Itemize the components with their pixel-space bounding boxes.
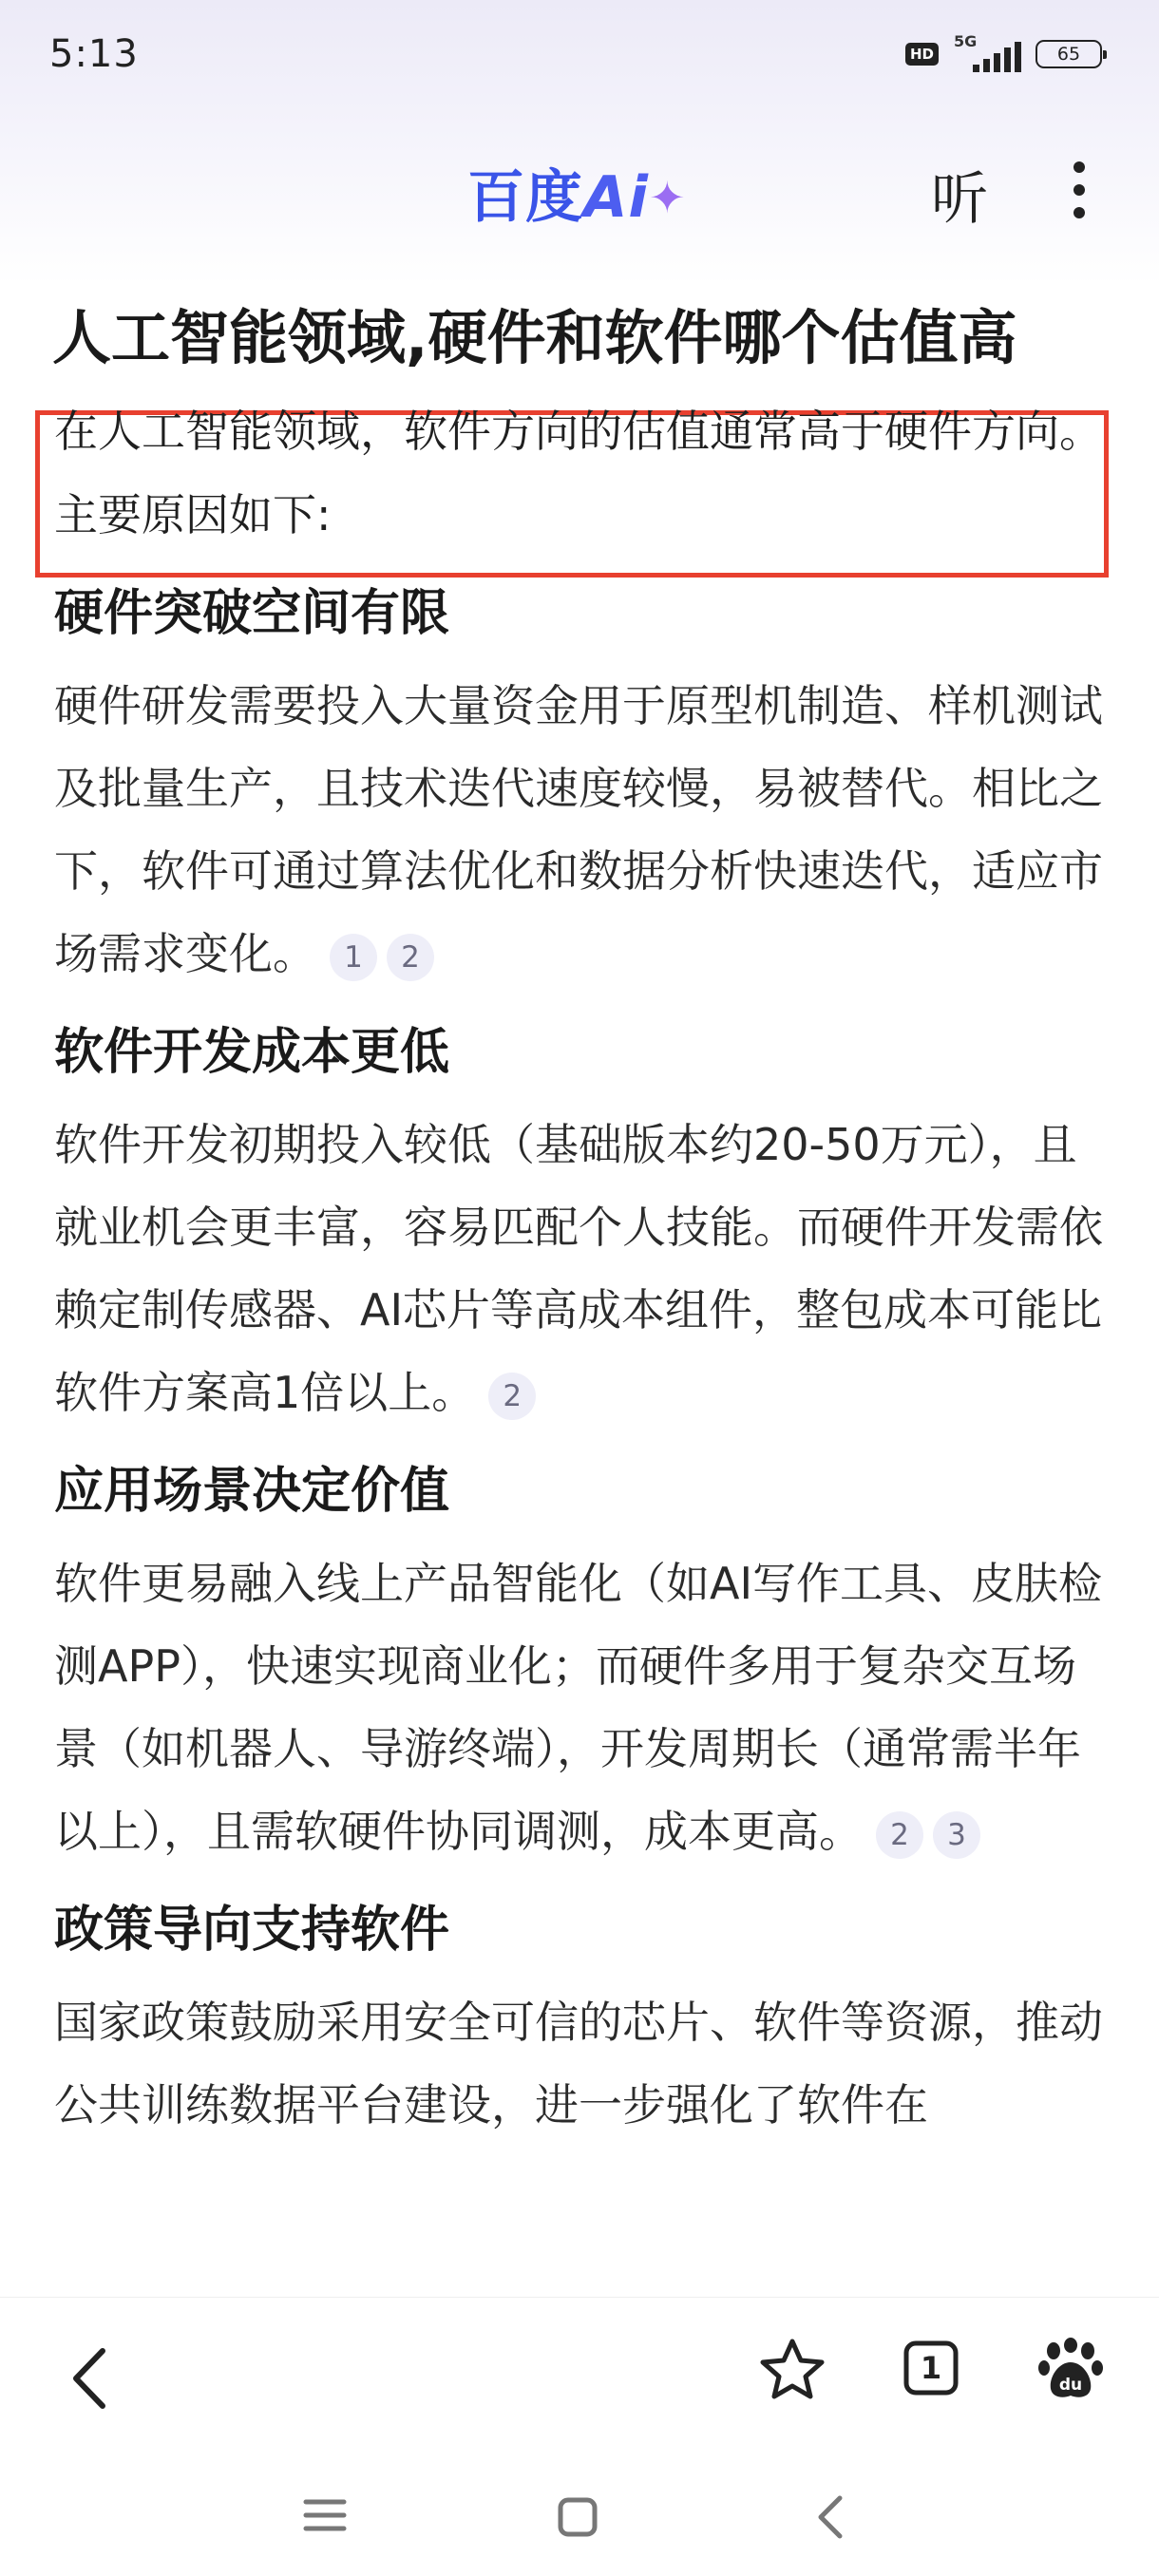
back-arrow-icon[interactable] bbox=[66, 2345, 114, 2412]
app-header bbox=[0, 142, 1159, 237]
baidu-paw-icon[interactable] bbox=[1037, 2338, 1104, 2402]
bottom-toolbar bbox=[0, 2297, 1159, 2450]
listen-button[interactable]: 听 bbox=[931, 166, 988, 233]
citation-badge[interactable]: 2 bbox=[488, 1373, 536, 1420]
section-body: 国家政策鼓励采用安全可信的芯片、软件等资源，推动公共训练数据平台建设，进一步强化了软件在 bbox=[54, 1997, 1103, 2131]
article-content bbox=[54, 294, 1109, 2147]
tab-count: 1 bbox=[920, 2350, 942, 2386]
tabs-icon[interactable] bbox=[902, 2339, 960, 2396]
section-heading: 硬件突破空间有限 bbox=[54, 585, 450, 642]
sparkle-icon: ✦ bbox=[649, 172, 687, 223]
more-options-icon[interactable] bbox=[1060, 156, 1098, 222]
citation-badge[interactable]: 2 bbox=[876, 1811, 923, 1859]
section-body: 硬件研发需要投入大量资金用于原型机制造、样机测试及批量生产，且技术迭代速度较慢，易被替代。相比之下，软件可通过算法优化和数据分析快速迭代，适应市场需求变化。 1 2 bbox=[54, 680, 1103, 979]
section-heading: 政策导向支持软件 bbox=[54, 1902, 450, 1959]
intro-paragraph: 在人工智能领域，软件方向的估值通常高于硬件方向。主要原因如下: bbox=[54, 406, 1103, 540]
section-body: 软件更易融入线上产品智能化（如AI写作工具、皮肤检测APP），快速实现商业化；而硬件多用于复杂交互场景（如机器人、导游终端），开发周期长（通常需半年以上），且需软硬件协同调测，成本更高。 2 3 bbox=[54, 1558, 1103, 1857]
network-type: 5G bbox=[954, 32, 978, 50]
battery-level: 65 bbox=[1056, 44, 1081, 65]
recent-apps-icon[interactable] bbox=[302, 2496, 348, 2538]
status-bar bbox=[0, 0, 1159, 104]
signal-icon bbox=[952, 32, 1022, 72]
citation-badge[interactable]: 2 bbox=[387, 934, 434, 981]
status-time: 5:13 bbox=[49, 32, 139, 76]
svg-text:du: du bbox=[1058, 2376, 1083, 2395]
section-body: 软件开发初期投入较低（基础版本约20-50万元），且就业机会更丰富，容易匹配个人技能。而硬件开发需依赖定制传感器、AI芯片等高成本组件，整包成本可能比软件方案高1倍以上。 2 bbox=[54, 1119, 1103, 1418]
star-icon[interactable] bbox=[760, 2338, 825, 2400]
battery-icon bbox=[1036, 40, 1102, 68]
section-heading: 应用场景决定价值 bbox=[54, 1463, 450, 1520]
system-back-icon[interactable] bbox=[815, 2494, 846, 2544]
system-navigation-bar bbox=[0, 2449, 1159, 2576]
citation-badge[interactable]: 3 bbox=[933, 1811, 980, 1859]
status-icons bbox=[905, 32, 1102, 72]
page-title: 人工智能领域,硬件和软件哪个估值高 bbox=[52, 303, 1017, 372]
baidu-ai-logo: 百度Ai✦ bbox=[467, 164, 687, 231]
section-heading: 软件开发成本更低 bbox=[54, 1024, 450, 1081]
citation-badge[interactable]: 1 bbox=[330, 934, 377, 981]
hd-badge: HD bbox=[905, 43, 939, 66]
home-icon[interactable] bbox=[557, 2496, 598, 2542]
